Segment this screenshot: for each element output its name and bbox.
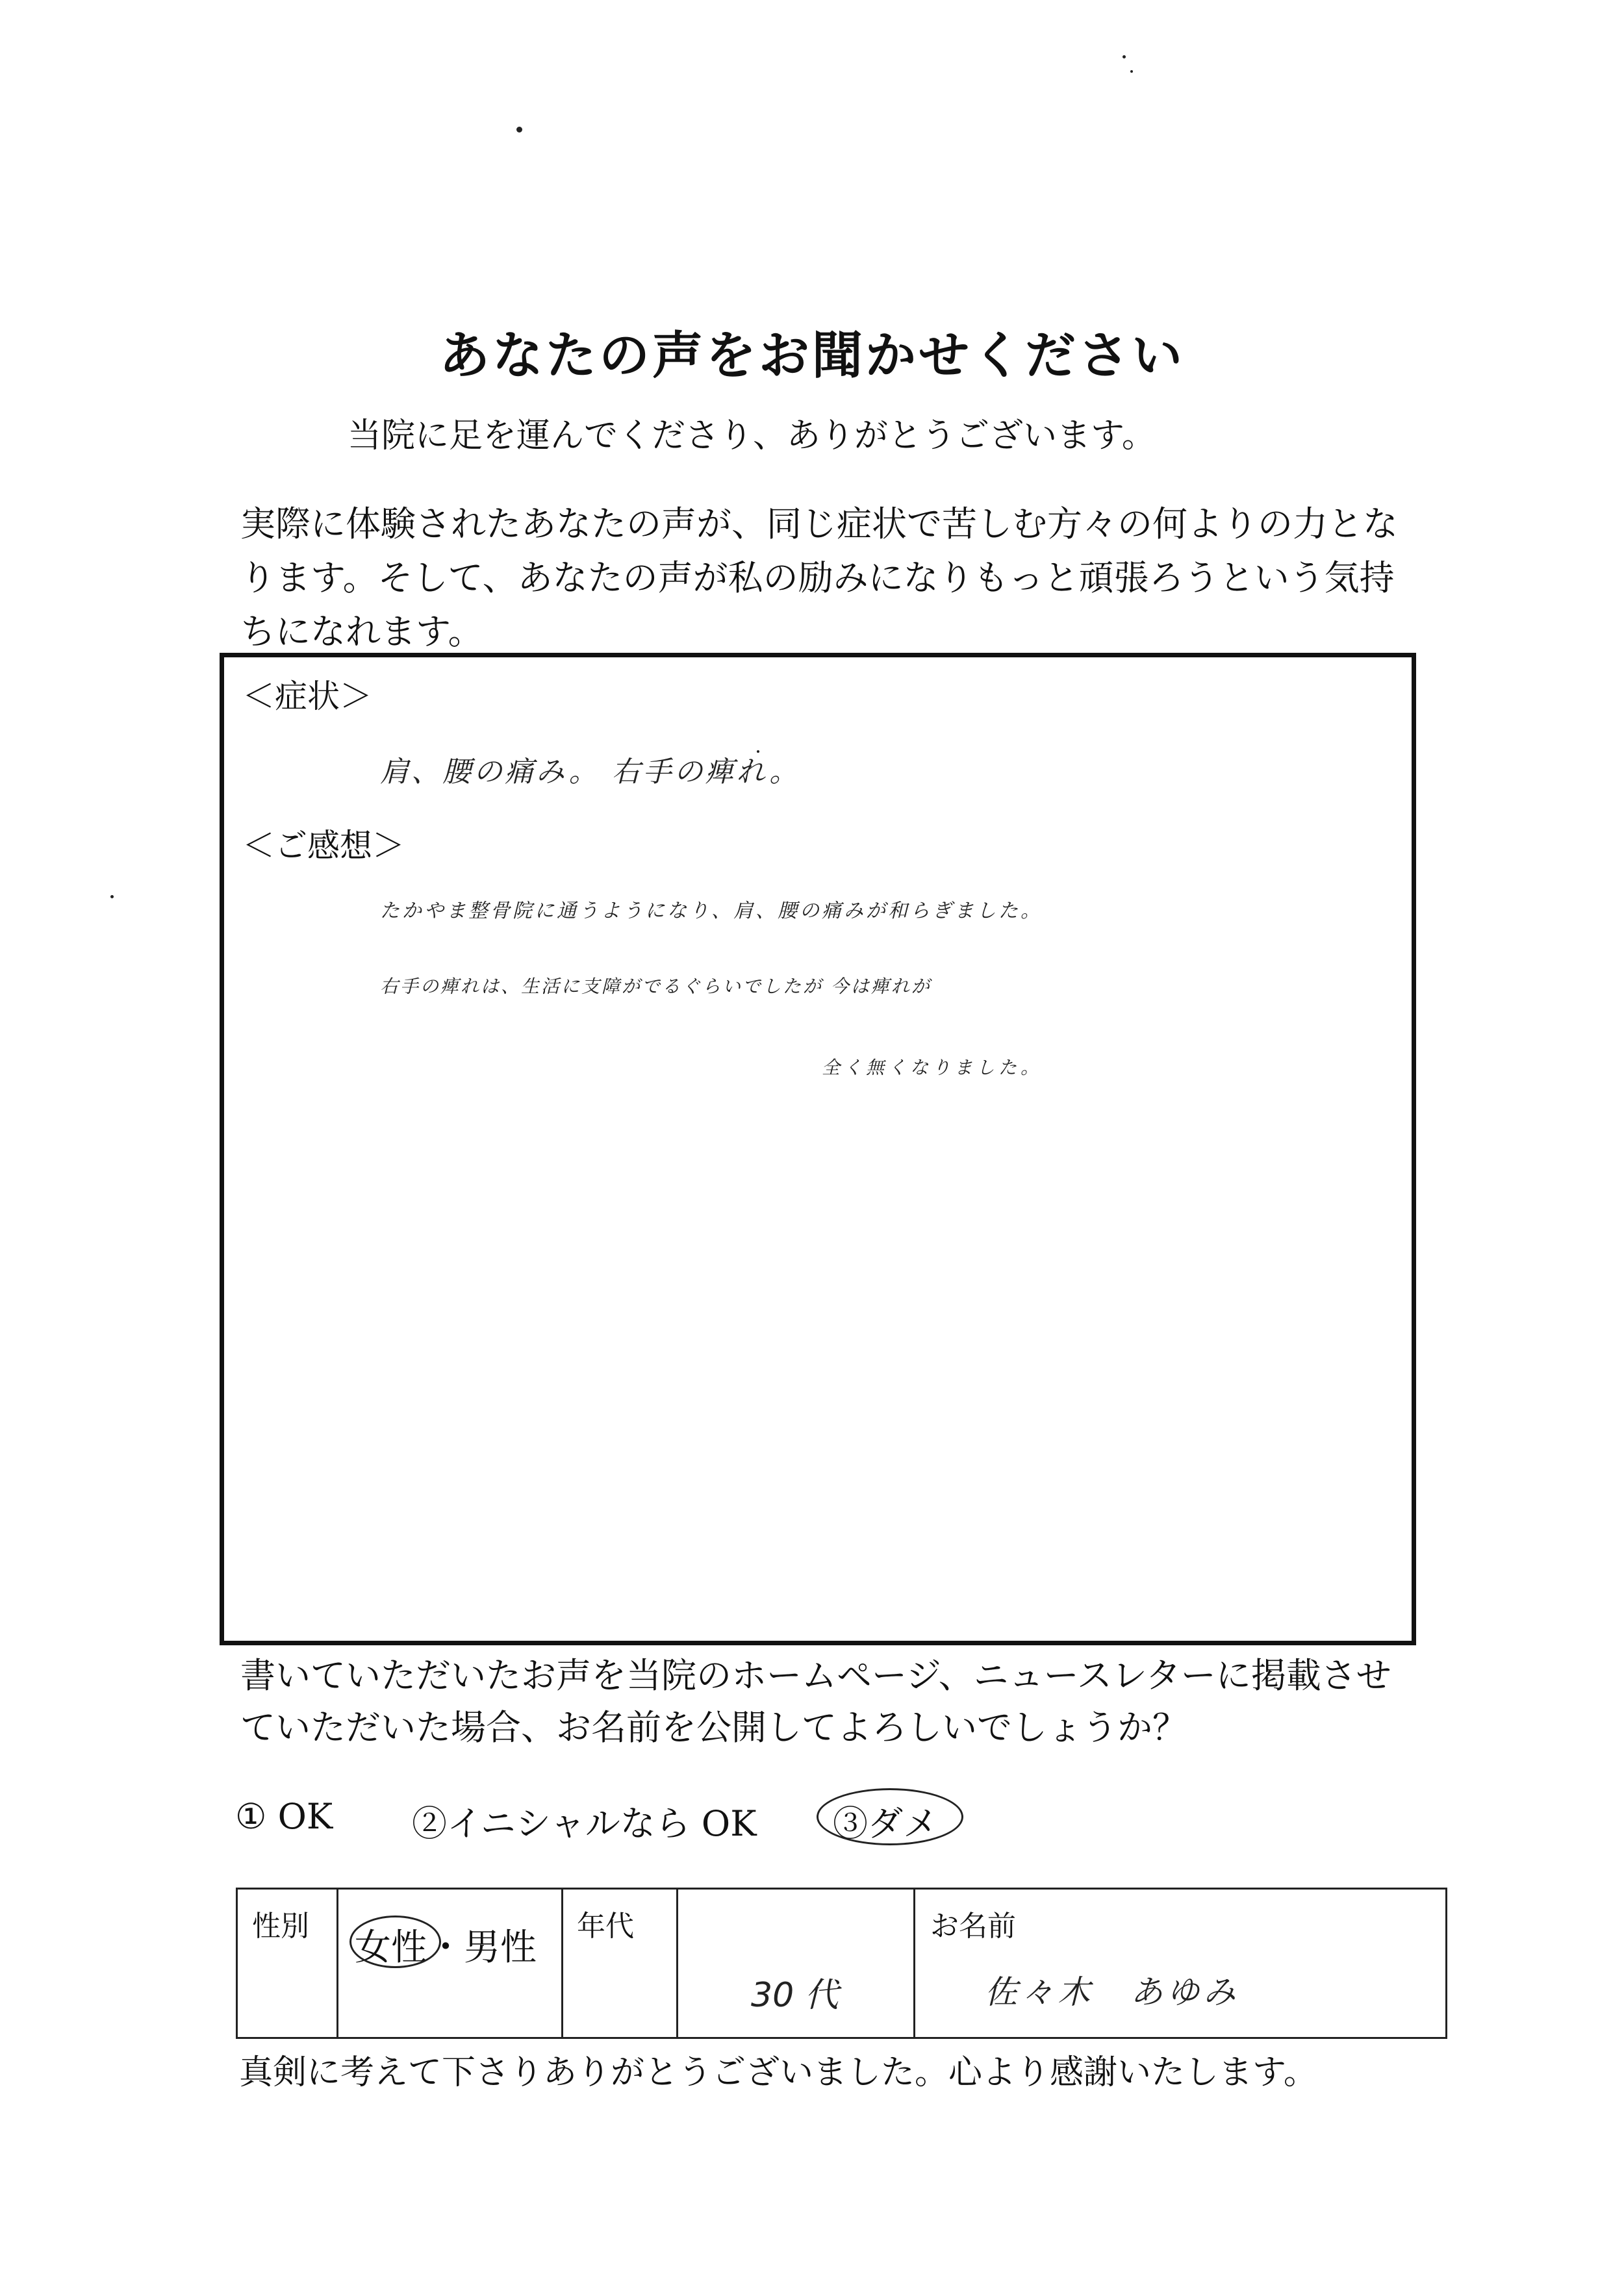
symptoms-text: 肩、腰の痛み。 右手の痺れ。 <box>380 755 801 789</box>
option-no[interactable]: ③ダメ <box>833 1803 938 1844</box>
publication-question <box>240 1650 1391 1754</box>
feedback-box <box>220 653 1416 1645</box>
scan-speck <box>1130 70 1133 73</box>
symptoms-label: ＜症状＞ <box>242 677 372 715</box>
cell-divider <box>336 1890 338 2037</box>
gender-female[interactable]: 女性 <box>355 1927 427 1969</box>
cell-divider <box>561 1890 563 2037</box>
impressions-line: たかやま整骨院に通うようになり、肩、腰の痛みが和らぎました。 <box>380 900 1043 922</box>
closing-message: 真剣に考えて下さりありがとうございました。心より感謝いたします。 <box>239 2053 1317 2092</box>
gender-separator: ・ <box>427 1927 464 1969</box>
intro-line: 実際に体験されたあなたの声が、同じ症状で苦しむ方々の何よりの力とな <box>240 503 1398 544</box>
gender-male[interactable]: 男性 <box>464 1927 537 1969</box>
page-title: あなたの声をお聞かせください <box>438 326 1185 385</box>
scan-speck <box>1123 55 1126 58</box>
scan-speck <box>757 750 759 753</box>
impressions-label: ＜ご感想＞ <box>242 827 405 865</box>
info-table <box>236 1888 1447 2039</box>
scan-speck <box>110 895 114 898</box>
subtitle: 当院に足を運んでくださり、ありがとうございます。 <box>348 416 1156 455</box>
intro-line: ります。そして、あなたの声が私の励みになりもっと頑張ろうという気持 <box>240 557 1395 598</box>
intro-paragraph <box>240 497 1398 659</box>
intro-line: ちになれます。 <box>240 611 483 652</box>
name-label: お名前 <box>930 1910 1016 1943</box>
age-value: 30 代 <box>751 1976 839 2015</box>
scan-speck <box>516 127 522 133</box>
impressions-line: 全く無くなりました。 <box>822 1057 1043 1078</box>
question-line: 書いていただいたお声を当院のホームページ、ニュースレターに掲載させ <box>240 1655 1391 1696</box>
impressions-line: 右手の痺れは、生活に支障がでるぐらいでしたが 今は痺れが <box>380 976 932 997</box>
cell-divider <box>676 1890 678 2037</box>
selection-circle-icon <box>817 1788 963 1845</box>
name-value: 佐々木 あゆみ <box>985 1973 1239 2011</box>
option-initial-ok[interactable]: ②イニシャルなら OK <box>412 1803 757 1844</box>
cell-divider <box>913 1890 915 2037</box>
gender-selection-circle-icon <box>349 1916 441 1968</box>
age-label: 年代 <box>577 1910 634 1943</box>
gender-label: 性別 <box>252 1910 309 1943</box>
option-ok[interactable]: ① OK <box>235 1796 333 1837</box>
question-line: ていただいた場合、お名前を公開してよろしいでしょうか？ <box>240 1707 1187 1748</box>
